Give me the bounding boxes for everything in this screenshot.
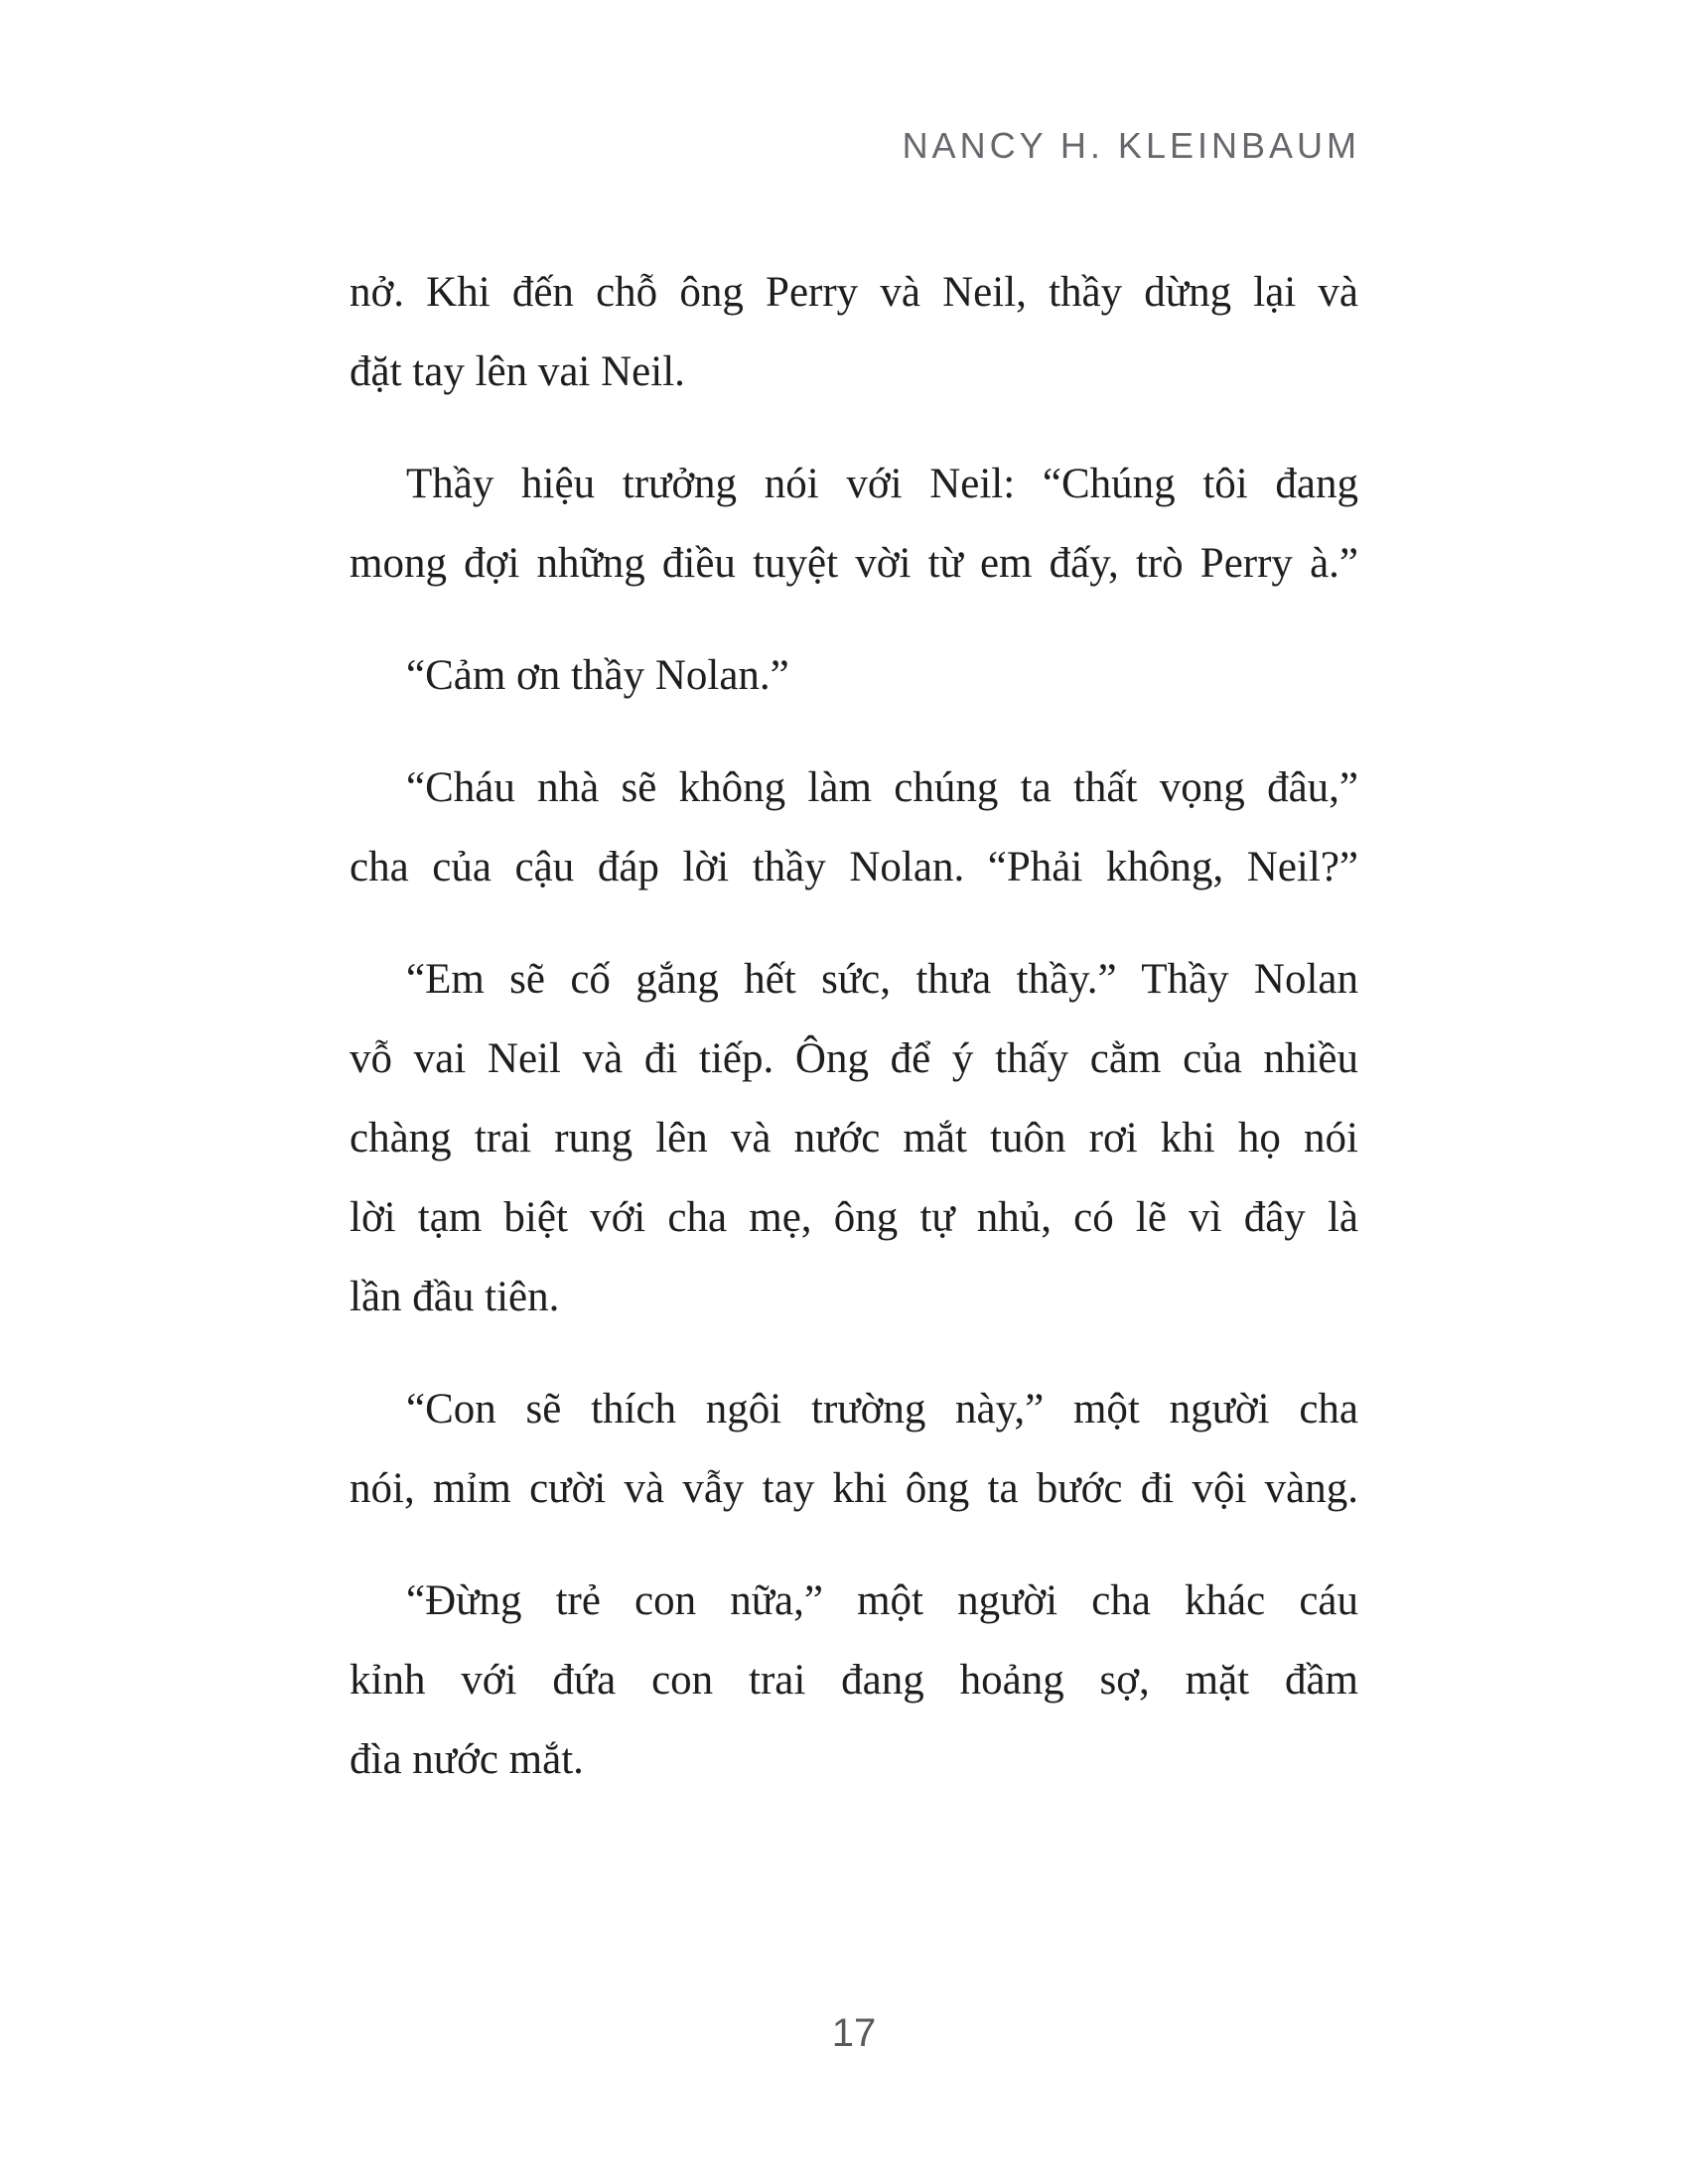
body-text	[350, 253, 1358, 1800]
text-line: cha của cậu đáp lời thầy Nolan. “Phải không, Neil?”	[350, 844, 1358, 890]
text-line: “Cảm ơn thầy Nolan.”	[406, 652, 789, 699]
text-line: “Đừng trẻ con nữa,” một người cha khác cáu	[406, 1577, 1358, 1624]
text-line: đặt tay lên vai Neil.	[350, 348, 685, 395]
text-line: mong đợi những điều tuyệt vời từ em đấy, trò Perry à.”	[350, 540, 1358, 587]
paragraph	[350, 1562, 1358, 1800]
text-line: đìa nước mắt.	[350, 1736, 584, 1783]
text-line: vỗ vai Neil và đi tiếp. Ông để ý thấy cằm của nhiều	[350, 1035, 1358, 1082]
paragraph	[350, 940, 1358, 1337]
text-line: lời tạm biệt với cha mẹ, ông tự nhủ, có lẽ vì đây là	[350, 1194, 1358, 1241]
text-line: lần đầu tiên.	[350, 1274, 560, 1320]
text-line: nói, mỉm cười và vẫy tay khi ông ta bước đi vội vàng.	[350, 1465, 1358, 1512]
text-line: “Em sẽ cố gắng hết sức, thưa thầy.” Thầy Nolan	[406, 956, 1358, 1003]
text-line: “Cháu nhà sẽ không làm chúng ta thất vọng đâu,”	[406, 764, 1358, 811]
text-line: “Con sẽ thích ngôi trường này,” một người cha	[406, 1386, 1358, 1433]
paragraph	[350, 636, 1358, 716]
paragraph	[350, 445, 1358, 604]
page-number: 17	[831, 2011, 877, 2055]
text-line: Thầy hiệu trưởng nói với Neil: “Chúng tôi đang	[406, 461, 1358, 507]
running-header-author: NANCY H. KLEINBAUM	[902, 125, 1360, 166]
text-line: nở. Khi đến chỗ ông Perry và Neil, thầy dừng lại và	[350, 269, 1358, 316]
text-line: kỉnh với đứa con trai đang hoảng sợ, mặt đầm	[350, 1657, 1358, 1704]
text-line: chàng trai rung lên và nước mắt tuôn rơi khi họ nói	[350, 1115, 1358, 1161]
paragraph	[350, 253, 1358, 412]
paragraph	[350, 1370, 1358, 1529]
paragraph	[350, 749, 1358, 907]
